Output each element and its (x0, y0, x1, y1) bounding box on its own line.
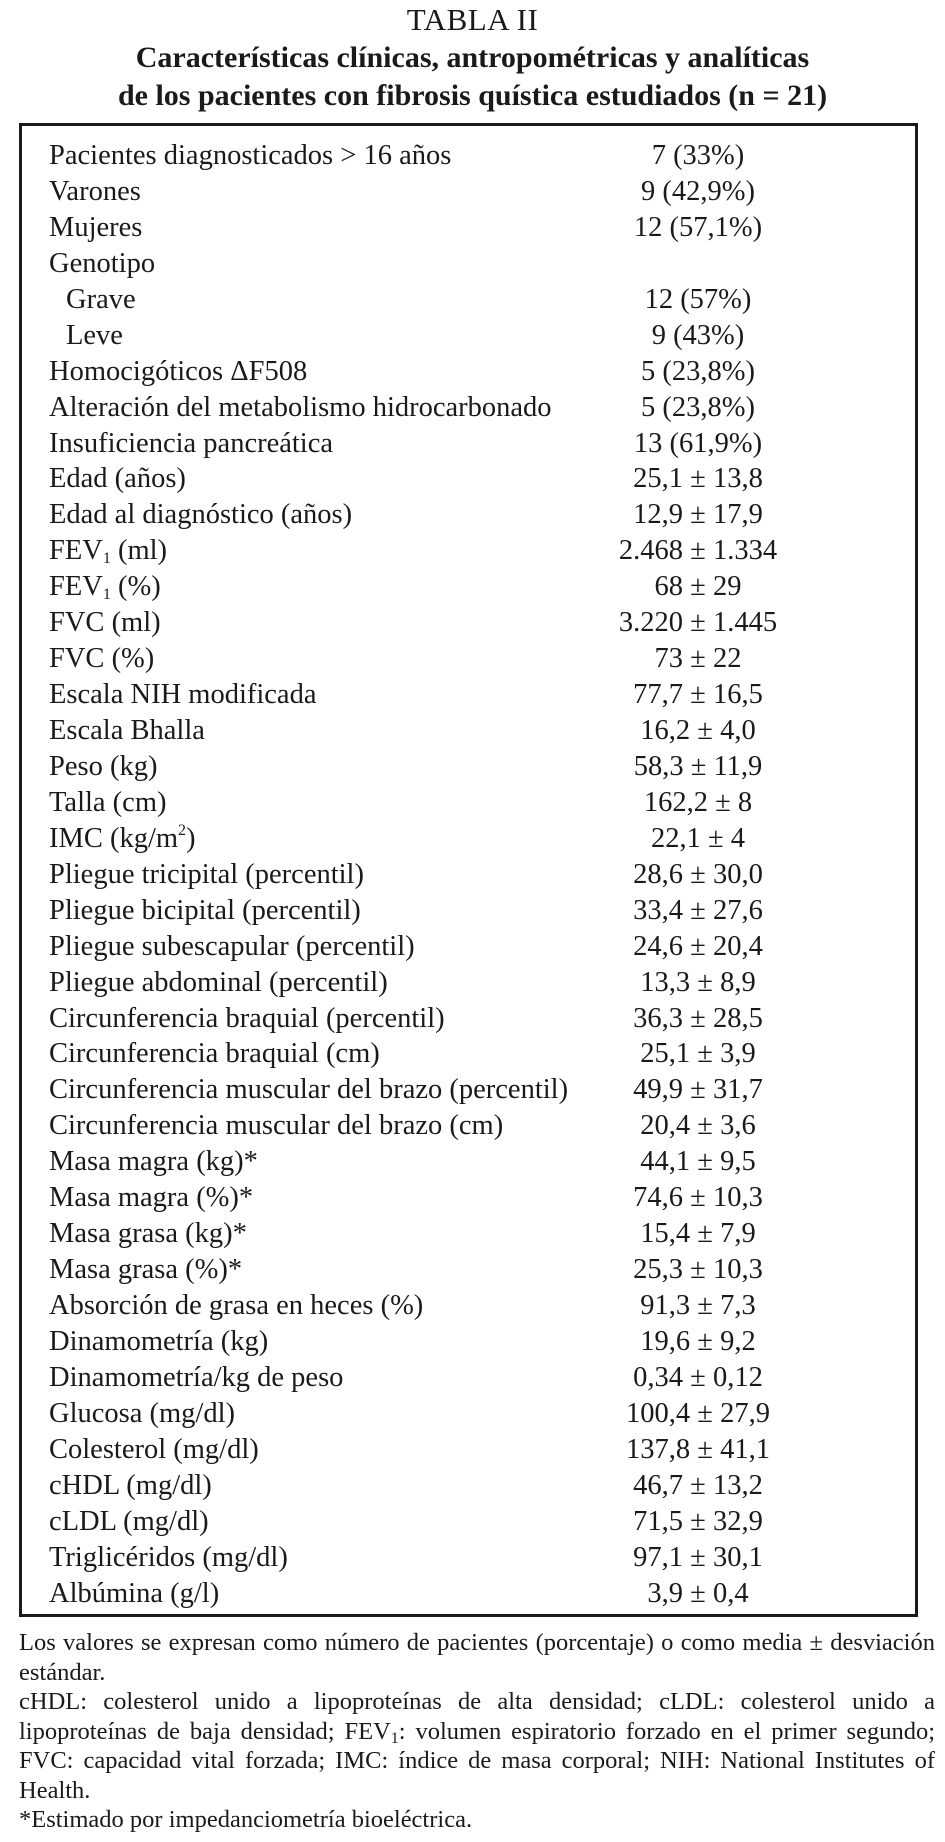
row-value: 13,3 ± 8,9 (640, 966, 756, 998)
row-label: Masa grasa (kg)* (49, 1218, 247, 1250)
footnote-abbr-part2: : volumen espiratorio forzado en el primer segundo; FVC: capacidad vital forzada; IMC: índice de masa corporal; NIH: National Institutes of Health. (19, 1717, 935, 1804)
table-row (22, 1072, 915, 1108)
footnote-abbr-subscript: 1 (390, 1729, 399, 1747)
row-label (49, 569, 161, 605)
caption-line-1: Características clínicas, antropométricas y analíticas (135, 41, 810, 74)
table-row (22, 1504, 915, 1540)
table-rows (22, 138, 915, 1611)
row-label: Genotipo (49, 247, 156, 279)
row-value: 12,9 ± 17,9 (633, 499, 763, 531)
table-caption (0, 39, 945, 115)
table-row (22, 893, 915, 929)
row-label-suffix: (ml) (110, 535, 168, 567)
row-value: 25,1 ± 3,9 (640, 1038, 756, 1070)
table-row (22, 821, 915, 857)
table-row (22, 1216, 915, 1252)
table-footnotes (19, 1628, 935, 1835)
table-row (22, 246, 915, 282)
table-row (22, 318, 915, 354)
row-label: Edad al diagnóstico (años) (49, 499, 353, 531)
row-label: Escala NIH modificada (49, 679, 317, 711)
table-row (22, 1108, 915, 1144)
table-row (22, 426, 915, 462)
table-row (22, 138, 915, 174)
row-value: 100,4 ± 27,9 (626, 1397, 770, 1429)
table-row (22, 282, 915, 318)
table-row (22, 497, 915, 533)
row-label: Edad (años) (49, 463, 186, 495)
row-value: 3.220 ± 1.445 (618, 607, 778, 639)
table-row (22, 174, 915, 210)
table-row (22, 1252, 915, 1288)
row-value: 15,4 ± 7,9 (640, 1218, 756, 1250)
table-row (22, 1324, 915, 1360)
row-value: 97,1 ± 30,1 (633, 1541, 763, 1573)
table-row (22, 354, 915, 390)
row-value: 46,7 ± 13,2 (633, 1469, 763, 1501)
row-value: 71,5 ± 32,9 (633, 1505, 763, 1537)
row-label (49, 533, 167, 569)
row-value: 73 ± 22 (654, 643, 742, 675)
footnote-abbreviations (19, 1687, 935, 1805)
table-row (22, 1576, 915, 1612)
table-row (22, 929, 915, 965)
table-row (22, 605, 915, 641)
row-label: Masa grasa (%)* (49, 1254, 243, 1286)
row-value: 0,34 ± 0,12 (633, 1361, 763, 1393)
row-value: 137,8 ± 41,1 (626, 1433, 770, 1465)
row-value: 25,3 ± 10,3 (633, 1254, 763, 1286)
row-label: Circunferencia braquial (percentil) (49, 1002, 445, 1034)
row-value: 74,6 ± 10,3 (633, 1182, 763, 1214)
row-value: 33,4 ± 27,6 (633, 894, 763, 926)
table-row (22, 1001, 915, 1037)
table-row (22, 1360, 915, 1396)
row-label-suffix: (%) (110, 571, 161, 603)
row-value: 20,4 ± 3,6 (640, 1110, 756, 1142)
row-label-suffix: ) (186, 822, 196, 854)
table-row (22, 1432, 915, 1468)
table-row (22, 785, 915, 821)
row-label: Glucosa (mg/dl) (49, 1397, 236, 1429)
row-label: Pacientes diagnosticados > 16 años (49, 140, 452, 171)
table-row (22, 677, 915, 713)
table-row (22, 1036, 915, 1072)
table-row (22, 1288, 915, 1324)
row-label-subscript: 1 (102, 550, 111, 568)
row-value: 77,7 ± 16,5 (633, 679, 763, 711)
row-label: Mujeres (49, 211, 143, 243)
caption-line-2: de los pacientes con fibrosis quística estudiados (n = 21) (117, 79, 828, 112)
table-row (22, 1144, 915, 1180)
row-label: FVC (%) (49, 643, 155, 675)
table-row (22, 1468, 915, 1504)
row-label: Pliegue abdominal (percentil) (49, 966, 388, 998)
row-value: 9 (42,9%) (641, 175, 755, 207)
row-value: 162,2 ± 8 (643, 786, 753, 818)
row-label: Pliegue bicipital (percentil) (49, 894, 361, 926)
footnote-abbr-part1: cHDL: colesterol unido a lipoproteínas de alta densidad; cLDL: colesterol unido a lipoproteínas de baja densidad; FEV (19, 1688, 935, 1745)
row-value: 12 (57,1%) (633, 211, 763, 243)
data-table (19, 123, 918, 1617)
footnote-estimation: *Estimado por impedanciometría bioeléctrica. (19, 1806, 473, 1833)
table-row (22, 641, 915, 677)
row-label: Albúmina (g/l) (49, 1577, 220, 1609)
table-row (22, 1396, 915, 1432)
row-label: Pliegue subescapular (percentil) (49, 930, 415, 962)
row-label: Circunferencia braquial (cm) (49, 1038, 380, 1070)
row-label: Pliegue tricipital (percentil) (49, 858, 364, 890)
row-value: 7 (33%) (651, 140, 745, 171)
footnote-values: Los valores se expresan como número de pacientes (porcentaje) o como media ± desviación estándar. (19, 1629, 935, 1686)
row-value: 9 (43%) (651, 319, 745, 351)
row-value: 12 (57%) (644, 283, 752, 315)
row-label: Escala Bhalla (49, 715, 205, 746)
row-label: Homocigóticos ΔF508 (49, 355, 308, 387)
row-value: 5 (23,8%) (641, 355, 755, 387)
row-label-text: IMC (kg/m (49, 822, 179, 854)
table-row (22, 857, 915, 893)
row-label: Masa magra (kg)* (49, 1146, 258, 1178)
row-value: 5 (23,8%) (641, 391, 755, 423)
row-value: 13 (61,9%) (633, 427, 763, 459)
row-label: Peso (kg) (49, 750, 158, 782)
table-row (22, 461, 915, 497)
row-value: 44,1 ± 9,5 (640, 1146, 756, 1178)
row-label: Masa magra (%)* (49, 1182, 254, 1214)
row-label: Triglicéridos (mg/dl) (49, 1541, 288, 1573)
row-label: Talla (cm) (49, 786, 167, 818)
table-row (22, 713, 915, 749)
table-row (22, 965, 915, 1001)
row-label-superscript: 2 (178, 821, 187, 839)
row-label-text: FEV (49, 535, 103, 567)
row-value: 2.468 ± 1.334 (618, 535, 778, 567)
row-value: 19,6 ± 9,2 (640, 1325, 756, 1357)
row-label: cHDL (mg/dl) (49, 1469, 212, 1501)
row-value: 68 ± 29 (654, 571, 742, 603)
row-label: Colesterol (mg/dl) (49, 1433, 259, 1465)
row-label: cLDL (mg/dl) (49, 1505, 209, 1537)
row-label: Circunferencia muscular del brazo (cm) (49, 1110, 504, 1142)
row-value: 3,9 ± 0,4 (647, 1577, 749, 1609)
table-row (22, 1540, 915, 1576)
row-label (49, 821, 196, 857)
table-row (22, 390, 915, 426)
row-label: Varones (49, 175, 141, 207)
row-value: 28,6 ± 30,0 (633, 858, 763, 890)
row-value: 49,9 ± 31,7 (633, 1074, 763, 1106)
row-label-text: FEV (49, 571, 103, 603)
table-row (22, 210, 915, 246)
row-value: 24,6 ± 20,4 (633, 930, 763, 962)
row-label: Insuficiencia pancreática (49, 427, 334, 459)
row-label: Dinamometría/kg de peso (49, 1361, 344, 1393)
row-label: Absorción de grasa en heces (%) (49, 1290, 424, 1321)
row-label: Circunferencia muscular del brazo (percentil) (49, 1074, 569, 1106)
row-value: 16,2 ± 4,0 (640, 715, 756, 746)
table-row (22, 1180, 915, 1216)
row-value: 36,3 ± 28,5 (633, 1002, 763, 1034)
row-label: Alteración del metabolismo hidrocarbonado (49, 391, 552, 423)
row-value: 58,3 ± 11,9 (633, 750, 763, 782)
row-label-subscript: 1 (102, 586, 111, 604)
table-row (22, 533, 915, 569)
table-label: TABLA II (406, 2, 539, 37)
row-label: Grave (66, 283, 136, 315)
row-label: Dinamometría (kg) (49, 1325, 269, 1357)
row-value: 22,1 ± 4 (650, 822, 746, 854)
row-value: 25,1 ± 13,8 (633, 463, 763, 495)
row-label: Leve (66, 319, 123, 351)
table-row (22, 569, 915, 605)
table-row (22, 749, 915, 785)
row-label: FVC (ml) (49, 607, 161, 639)
row-value: 91,3 ± 7,3 (640, 1290, 756, 1321)
